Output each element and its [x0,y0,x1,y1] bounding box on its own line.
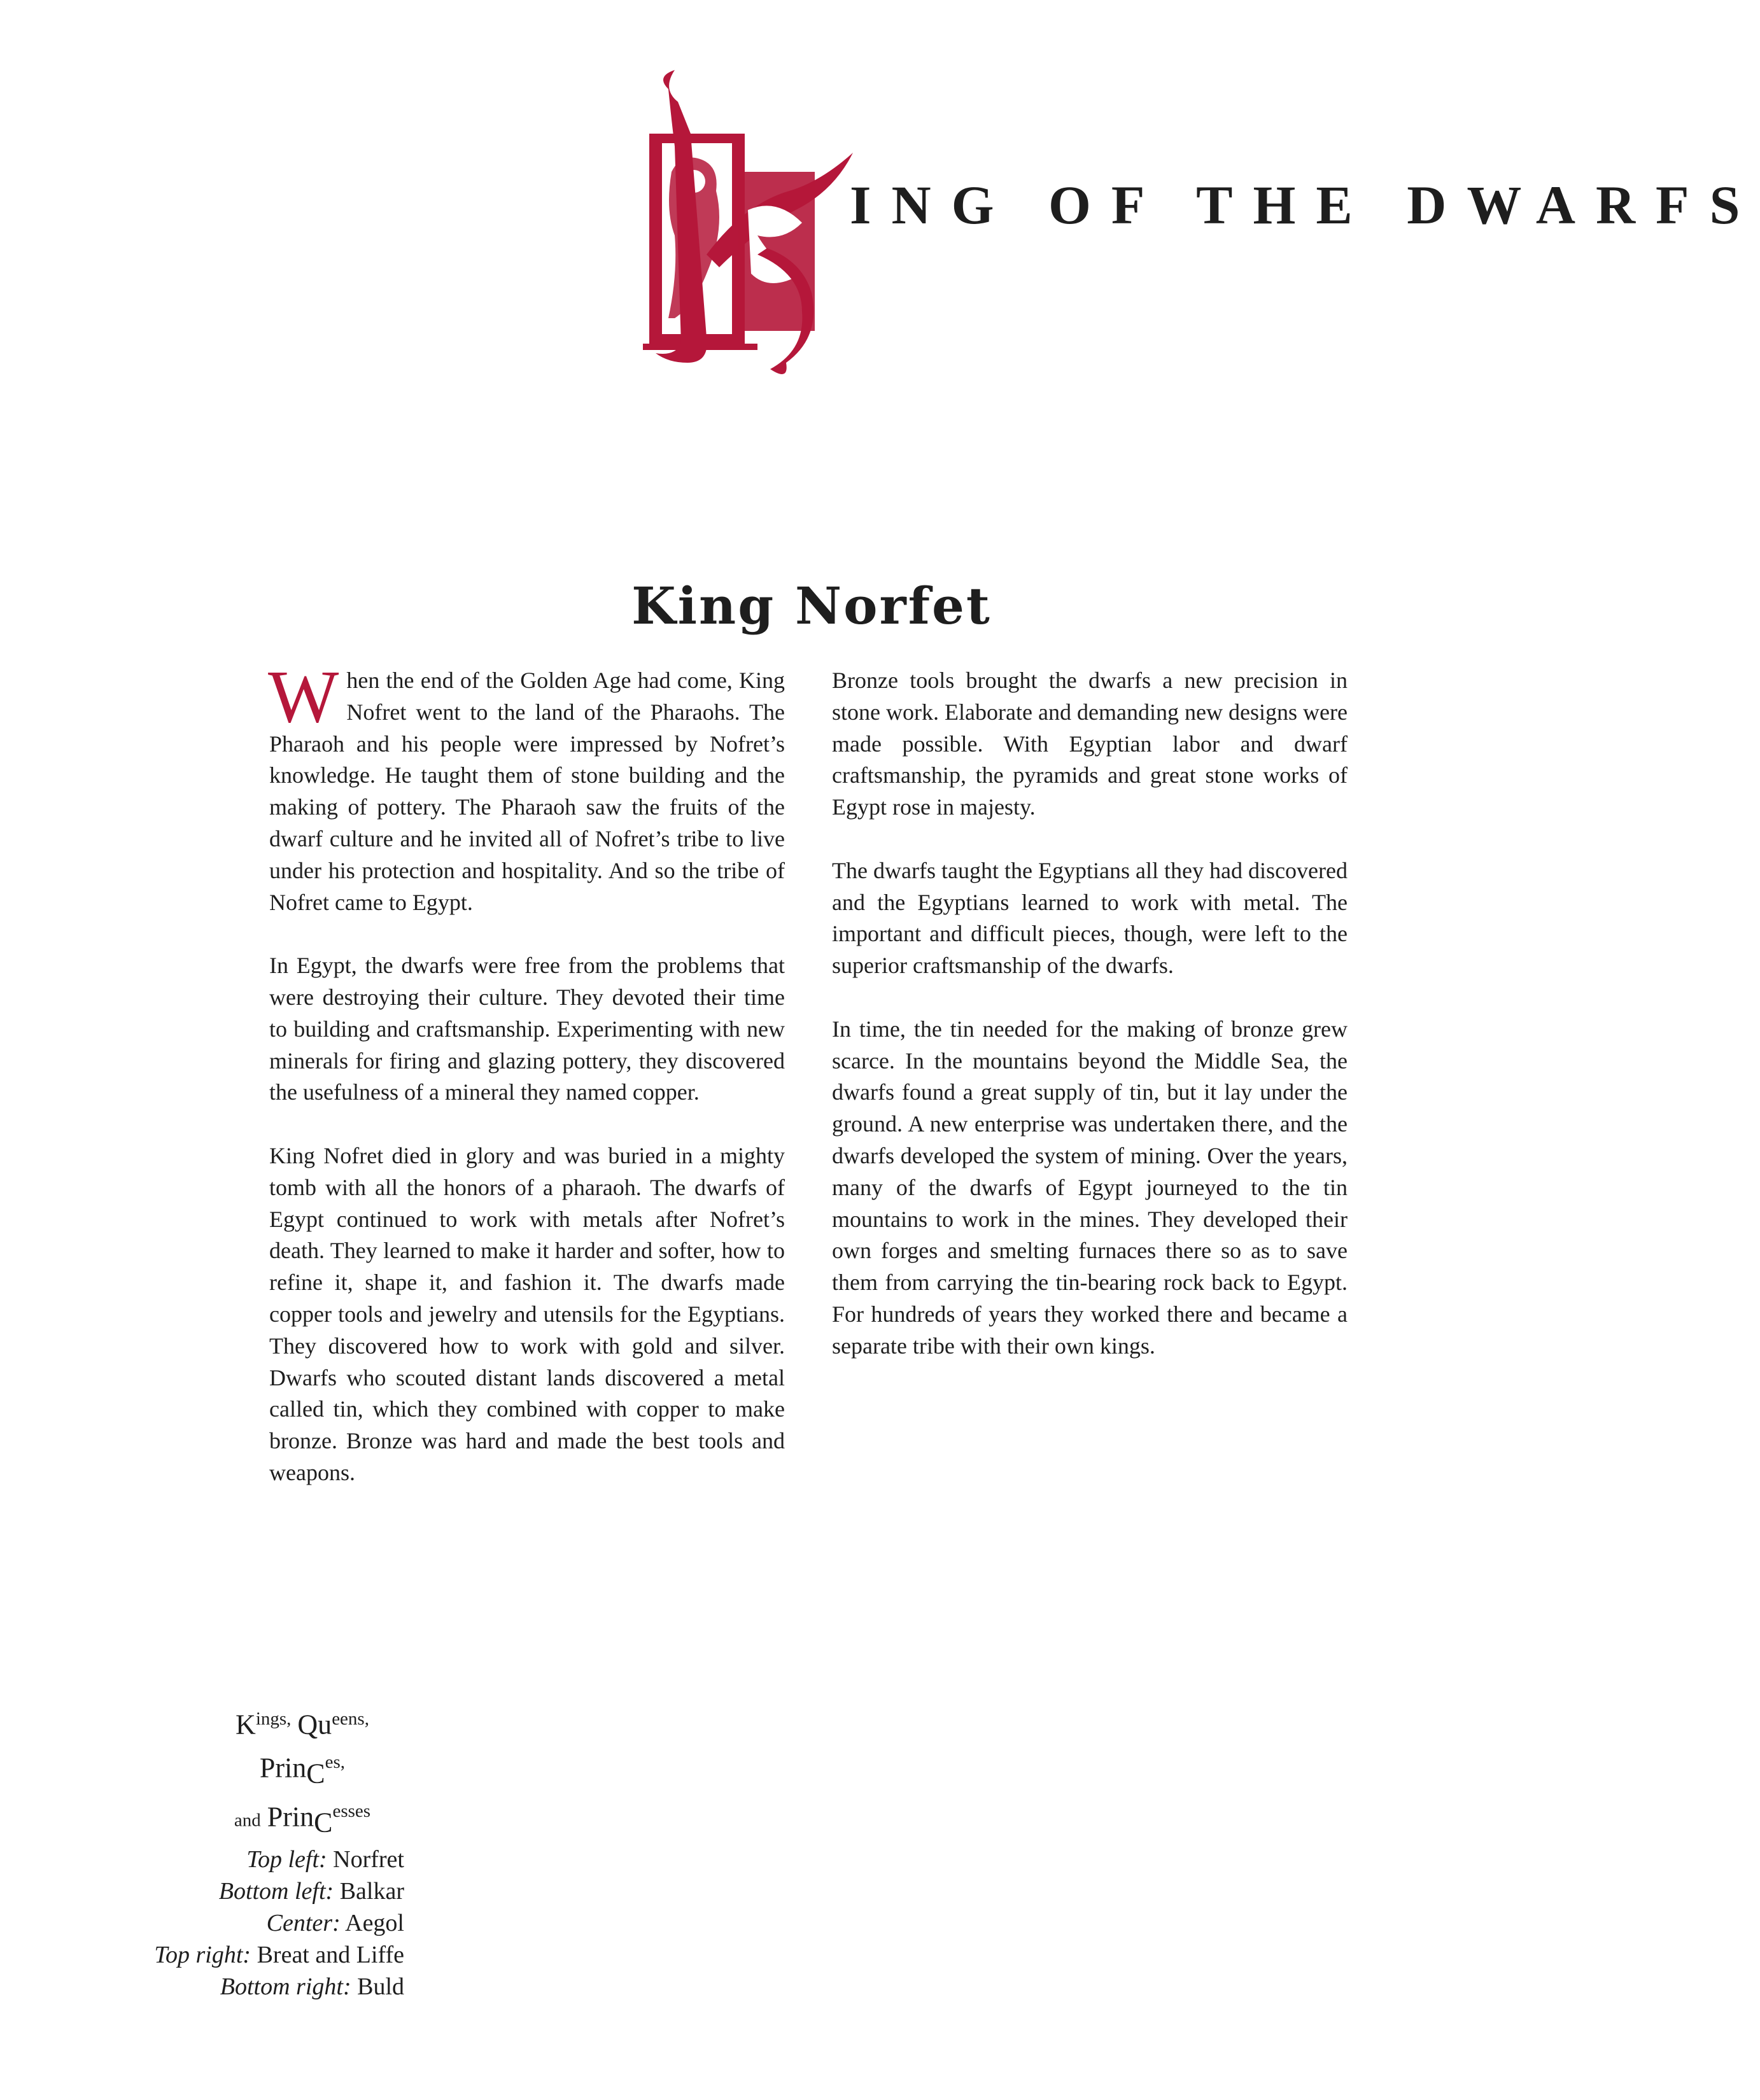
body-paragraph: Bronze tools brought the dwarfs a new precision in stone work. Elaborate and demanding new designs were made possible. With Egyptian labor and dwarf craftsmanship, the pyramids and great stone works of Egypt rose in majesty. [832,668,1348,820]
credit-line: Center: Aegol [266,1910,404,1936]
page-header-title: ING OF THE DWARFS [850,174,1760,235]
paragraph-text: hen the end of the Golden Age had come, King Nofret went to the land of the Pharaohs. The Pharaoh and his people were impressed by Nofret’s knowledge. He taught them of stone building and the making of pottery. The Pharaoh saw the fruits of the dwarf culture and he invited all of Nofret’s tribe to live under his protection and hospitality. And so the tribe of Nofret came to Egypt. [269,668,785,915]
series-title-line: and Prin$_C^{esses}$ [234,1800,371,1838]
body-paragraph: King Nofret died in glory and was buried in a mighty tomb with all the honors of a pharaoh. The dwarfs of Egypt continued to work with metals after Nofret’s death. They learned to make it harder and softer, how to refine it, shape it, and fashion it. The dwarfs made copper tools and jewelry and utensils for the Egyptians. They discovered how to work with gold and silver. Dwarfs who scouted distant lands discovered a metal called tin, which they combined with copper to make bronze. Bronze was hard and made the best tools and weapons. [269,1142,785,1485]
body-paragraph [268,655,785,918]
series-title-line: Prin$_C^{es,}$ [259,1752,346,1789]
credit-line: Top left: Norfret [246,1846,404,1873]
image-credits [115,1844,404,2003]
body-paragraph: In Egypt, the dwarfs were free from the problems that were destroying their culture. They devoted their time to building and craftsmanship. Experimenting with new minerals for firing and glazing pottery, they discovered the usefulness of a mineral they named copper. [269,953,785,1105]
section-heading: King Norfet [631,576,992,636]
body-column-left [268,655,785,1521]
credit-line: Bottom left: Balkar [218,1878,404,1905]
body-paragraph: The dwarfs taught the Egyptians all they had discovered and the Egyptians learned to work with metal. The important and difficult pieces, though, were left to the superior craftsmanship of the dwarfs. [832,857,1348,979]
credit-line: Bottom right: Buld [220,1973,404,2000]
body-column-right [832,665,1348,1394]
illuminated-initial-k [630,64,866,382]
body-paragraph: In time, the tin needed for the making of bronze grew scarce. In the mountains beyond the Middle Sea, the dwarfs found a great supply of tin, but it lay under the ground. A new enterprise was undertaken there, and the dwarfs developed the system of mining. Over the years, many of the dwarfs of Egypt journeyed to the tin mountains to work in the mines. They developed their own forges and smelting furnaces there so as to save them from carrying the tin-bearing rock back to Egypt. For hundreds of years they worked there and became a separate tribe with their own kings. [832,1016,1348,1359]
credit-line: Top right: Breat and Liffe [154,1942,404,1968]
drop-cap: W [268,655,339,738]
series-title [159,1700,446,1841]
initial-base [643,344,757,350]
series-title-line: $K^{ings,}$ $Qu^{eens,}$ [236,1709,369,1740]
